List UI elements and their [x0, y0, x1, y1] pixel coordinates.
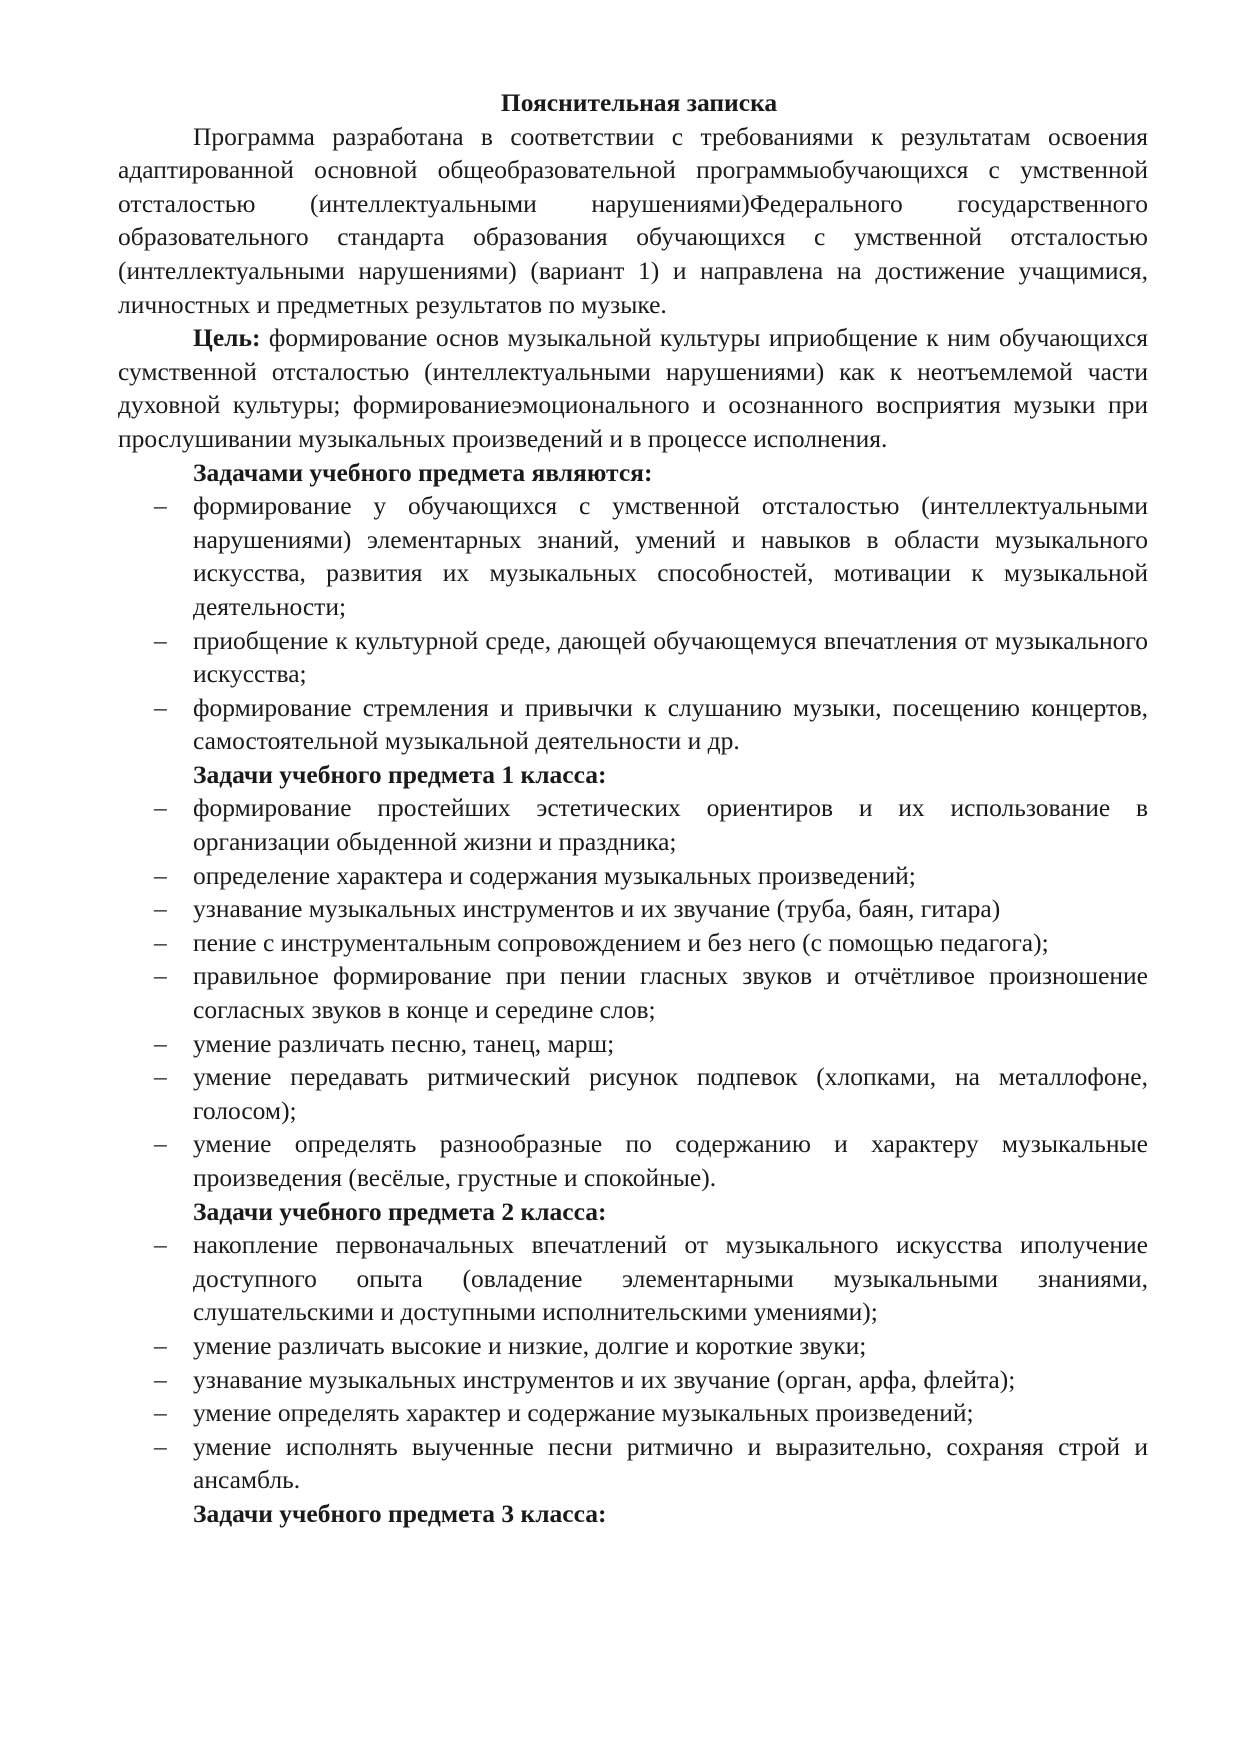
list-item — [118, 1060, 1148, 1127]
dash-bullet: – — [154, 927, 167, 957]
dash-bullet: – — [154, 793, 167, 823]
list-item-text: умение определять характер и содержание музыкальных произведений; — [193, 1398, 974, 1428]
goal-text: формирование основ музыкальной культуры иприобщение к ним обучающихся сумственной отсталостью (интеллектуальными нарушениями) как к неотъемлемой части духовной культуры; формированиеэмоционального и осознанного восприятия музыки при прослушивании музыкальных произведений и в процессе исполнения. — [118, 323, 1148, 453]
section-heading: Задачами учебного предмета являются: — [193, 457, 653, 487]
list-item-text: определение характера и содержания музыкальных произведений; — [193, 860, 916, 890]
list-item-text: формирование стремления и привычки к слушанию музыки, посещению концертов, самостоятельной музыкальной деятельности и др. — [193, 692, 1148, 756]
list-item — [118, 791, 1148, 858]
task-sections — [118, 456, 1148, 1531]
list-item — [118, 892, 1148, 926]
list-item — [118, 1329, 1148, 1363]
dash-bullet: – — [154, 961, 167, 991]
list-item — [118, 624, 1148, 691]
list-item-text: правильное формирование при пении гласных звуков и отчётливое произношение согласных звуков в конце и середине слов; — [193, 961, 1148, 1025]
dash-bullet: – — [154, 1364, 167, 1394]
dash-bullet: – — [154, 1431, 167, 1461]
dash-bullet: – — [154, 1129, 167, 1159]
list-item-text: накопление первоначальных впечатлений от музыкального искусства иполучение доступного опыта (овладение элементарными музыкальными знаниями, слушательскими и доступными исполнительскими умениями); — [193, 1230, 1148, 1327]
dash-bullet: – — [154, 491, 167, 521]
section-heading: Задачи учебного предмета 2 класса: — [193, 1196, 607, 1226]
goal-paragraph — [118, 321, 1148, 455]
intro-paragraph: Программа разработана в соответствии с требованиями к результатам освоения адаптированной основной общеобразовательной программыобучающихся с умственной отсталостью (интеллектуальными нарушениями)Федерального государственного образовательного стандарта образования обучающихся с умственной отсталостью (интеллектуальными нарушениями) (вариант 1) и направлена на достижение учащимися, личностных и предметных результатов по музыке. — [118, 121, 1148, 319]
list-item — [118, 1430, 1148, 1497]
dash-bullet: – — [154, 1028, 167, 1058]
list-item-text: умение исполнять выученные песни ритмично и выразительно, сохраняя строй и ансамбль. — [193, 1431, 1148, 1495]
list-item-text: формирование простейших эстетических ориентиров и их использование в организации обыденной жизни и праздника; — [193, 793, 1148, 857]
list-item — [118, 1396, 1148, 1430]
task-list — [118, 791, 1148, 1194]
list-item — [118, 959, 1148, 1026]
list-item-text: узнавание музыкальных инструментов и их звучание (труба, баян, гитара) — [193, 894, 1001, 924]
task-list — [118, 489, 1148, 758]
list-item-text: узнавание музыкальных инструментов и их звучание (орган, арфа, флейта); — [193, 1364, 1016, 1394]
section-heading: Задачи учебного предмета 3 класса: — [193, 1498, 607, 1528]
document-page — [118, 86, 1148, 1531]
list-item-text: умение передавать ритмический рисунок подпевок (хлопками, на металлофоне, голосом); — [193, 1062, 1148, 1125]
list-item — [118, 926, 1148, 960]
list-item — [118, 489, 1148, 623]
section-heading: Задачи учебного предмета 1 класса: — [193, 759, 607, 789]
list-item-text: формирование у обучающихся с умственной отсталостью (интеллектуальными нарушениями) элементарных знаний, умений и навыков в области музыкального искусства, развития их музыкальных способностей, мотивации к музыкальной деятельности; — [193, 491, 1148, 621]
list-item — [118, 691, 1148, 758]
list-item — [118, 1228, 1148, 1329]
dash-bullet: – — [154, 860, 167, 890]
dash-bullet: – — [154, 894, 167, 924]
task-list — [118, 1228, 1148, 1497]
goal-lead: Цель: — [193, 323, 261, 353]
list-item — [118, 1127, 1148, 1194]
dash-bullet: – — [154, 692, 167, 722]
dash-bullet: – — [154, 1398, 167, 1428]
list-item — [118, 1027, 1148, 1061]
dash-bullet: – — [154, 625, 167, 655]
list-item-text: приобщение к культурной среде, дающей обучающемуся впечатления от музыкального искусства; — [193, 625, 1148, 689]
dash-bullet: – — [154, 1230, 167, 1260]
list-item-text: умение различать высокие и низкие, долгие и короткие звуки; — [193, 1330, 867, 1360]
list-item-text: пение с инструментальным сопровождением и без него (с помощью педагога); — [193, 927, 1049, 957]
list-item — [118, 1363, 1148, 1397]
list-item — [118, 859, 1148, 893]
list-item-text: умение различать песню, танец, марш; — [193, 1028, 615, 1058]
page-title: Пояснительная записка — [500, 88, 778, 117]
dash-bullet: – — [154, 1330, 167, 1360]
dash-bullet: – — [154, 1062, 167, 1092]
list-item-text: умение определять разнообразные по содержанию и характеру музыкальные произведения (весёлые, грустные и спокойные). — [193, 1129, 1148, 1192]
